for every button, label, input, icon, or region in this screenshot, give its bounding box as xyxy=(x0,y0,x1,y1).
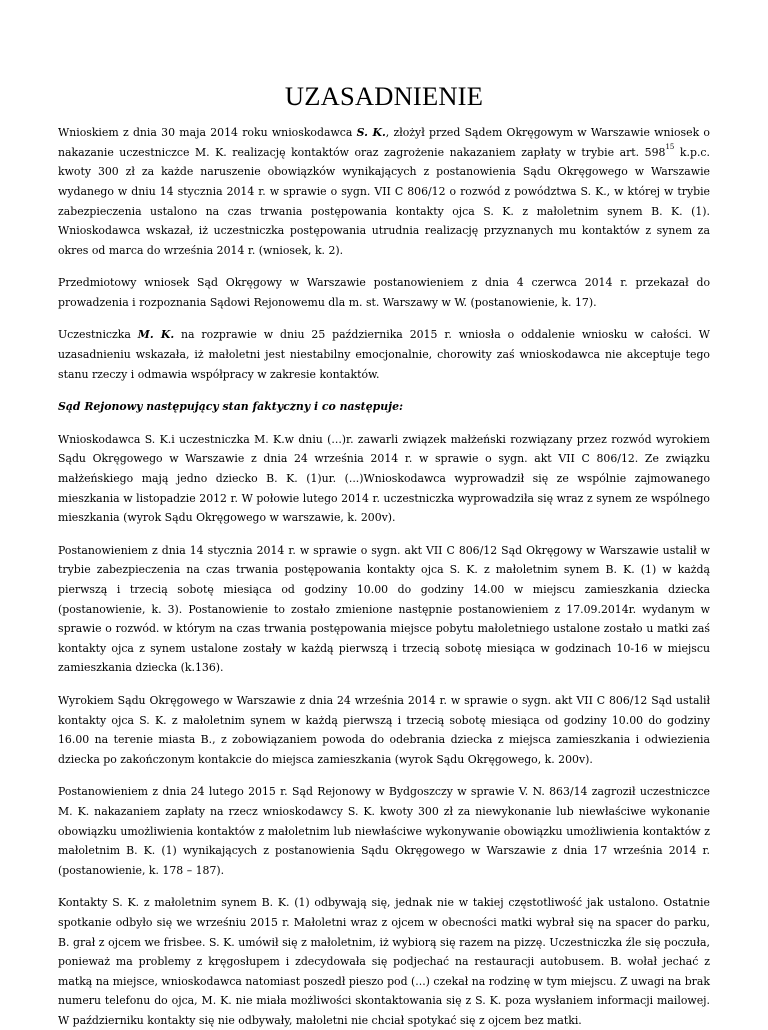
paragraph-1 xyxy=(58,123,710,260)
paragraph-8: Kontakty S. K. z małoletnim synem B. K. (1) odbywają się, jednak nie w takiej częstotliwość jak ustalono. Ostatnie spotkanie odbyło się we wrześniu 2015 r. Małoletni wraz z ojcem w obecności matki wybrał się na spacer do parku, B. grał z ojcem we frisbee. S. K. umówił się z małoletnim, iż wybiorą się razem na pizzę. Uczestniczka źle się poczuła, ponieważ ma problemy z kręgosłupem i zdecydowała się podjechać na restauracji autobusem. B. wołał jechać z matką na miejsce, wnioskodawca natomiast poszedł pieszo pod (...) czekał na rodzinę w tym miejscu. Z uwagi na brak numeru telefonu do ojca, M. K. nie miała możliwości skontaktowania się z S. K. poza wysłaniem informacji mailowej. W październiku kontakty się nie odbywały, małoletni nie chciał spotykać się z ojcem bez matki. xyxy=(58,896,710,1027)
participant-name: M. K. xyxy=(137,328,175,342)
paragraph-2: Przedmiotowy wniosek Sąd Okręgowy w Warszawie postanowieniem z dnia 4 czerwca 2014 r. przekazał do prowadzenia i rozpoznania Sądowi Rejonowemu dla m. st. Warszawy w W. (postanowienie, k. 17). xyxy=(58,276,710,309)
paragraph-1-text-b: , złożył przed Sądem Okręgowym w Warszawie wniosek o nakazanie uczestniczce M. K. realizację kontaktów oraz zagrożenie nakazaniem zapłaty w trybie art. 598 xyxy=(58,126,710,159)
paragraph-3 xyxy=(58,325,710,384)
paragraph-4: Wnioskodawca S. K.i uczestniczka M. K.w dniu (...)r. zawarli związek małżeński rozwiązany przez rozwód wyrokiem Sądu Okręgowego w Warszawie z dnia 24 września 2014 r. w sprawie o sygn. akt VII C 806/12. Ze związku małżeńskiego mają jedno dziecko B. K. (1)ur. (...)Wnioskodawca wyprowadził się ze wspólnie zajmowanego mieszkania w listopadzie 2012 r. W połowie lutego 2014 r. uczestniczka wyprowadziła się wraz z synem ze wspólnego mieszkania (wyrok Sądu Okręgowego w warszawie, k. 200v). xyxy=(58,432,710,525)
document-title: UZASADNIENIE xyxy=(284,81,484,111)
petitioner-name: S. K. xyxy=(356,126,386,140)
paragraph-6: Wyrokiem Sądu Okręgowego w Warszawie z dnia 24 września 2014 r. w sprawie o sygn. akt VII C 806/12 Sąd ustalił kontakty ojca S. K. z małoletnim synem w każdą pierwszą i trzecią sobotę miesiąca od godziny 10.00 do godziny 16.00 na terenie miasta B., z zobowiązaniem powoda do odebrania dziecka z miejsca zamieszkania i odwiezienia dziecka po zakończonym kontakcie do miejsca zamieszkania (wyrok Sądu Okręgowego, k. 200v). xyxy=(58,693,710,766)
paragraph-1-text-a: Wnioskiem z dnia 30 maja 2014 roku wnioskodawca xyxy=(58,126,357,140)
section-heading: Sąd Rejonowy następujący stan faktyczny i co następuje: xyxy=(58,400,404,414)
paragraph-3-text-b: na rozprawie w dniu 25 października 2015 r. wniosła o oddalenie wniosku w całości. W uzasadnieniu wskazała, iż małoletni jest niestabilny emocjonalnie, chorowity zaś wnioskodawca nie akceptuje tego stanu rzeczy i odmawia współpracy w zakresie kontaktów. xyxy=(58,328,710,381)
paragraph-1-text-c: k.p.c. kwoty 300 zł za każde naruszenie obowiązków wynikających z postanowienia Sądu Okręgowego w Warszawie wydanego w dniu 14 stycznia 2014 r. w sprawie o sygn. VII C 806/12 o rozwód z powództwa S. K., w której w trybie zabezpieczenia ustalono na czas trwania postępowania kontakty ojca S. K. z małoletnim synem B. K. (1). Wnioskodawca wskazał, iż uczestniczka postępowania utrudnia realizację przyznanych mu kontaktów z synem za okres od marca do września 2014 r. (wniosek, k. 2). xyxy=(58,145,710,257)
paragraph-5: Postanowieniem z dnia 14 stycznia 2014 r. w sprawie o sygn. akt VII C 806/12 Sąd Okręgowy w Warszawie ustalił w trybie zabezpieczenia na czas trwania postępowania kontakty ojca S. K. z małoletnim synem B. K. (1) w każdą pierwszą i trzecią sobotę miesiąca od godziny 10.00 do godziny 14.00 w miejscu zamieszkania dziecka (postanowienie, k. 3). Postanowienie to zostało zmienione następnie postanowieniem z 17.09.2014r. wydanym w sprawie o rozwód. w którym na czas trwania postępowania miejsce pobytu małoletniego ustalone zostało u matki zaś kontakty ojca z synem ustalone zostały w każdą pierwszą i trzecią sobotę miesiąca w godzinach 10-16 w miejscu zamieszkania dziecka (k.136). xyxy=(58,543,710,675)
paragraph-7: Postanowieniem z dnia 24 lutego 2015 r. Sąd Rejonowy w Bydgoszczy w sprawie V. N. 863/14 zagroził uczestniczce M. K. nakazaniem zapłaty na rzecz wnioskodawcy S. K. kwoty 300 zł za niewykonanie lub niewłaściwe wykonanie obowiązku umożliwienia kontaktów z małoletnim lub niewłaściwe wykonywanie obowiązku umożliwienia kontaktów z małoletnim B. K. (1) wynikających z postanowienia Sądu Okręgowego w Warszawie z dnia 17 września 2014 r. (postanowienie, k. 178 – 187). xyxy=(58,785,710,877)
paragraph-3-text-a: Uczestniczka xyxy=(58,328,138,342)
article-superscript: 15 xyxy=(665,143,675,152)
